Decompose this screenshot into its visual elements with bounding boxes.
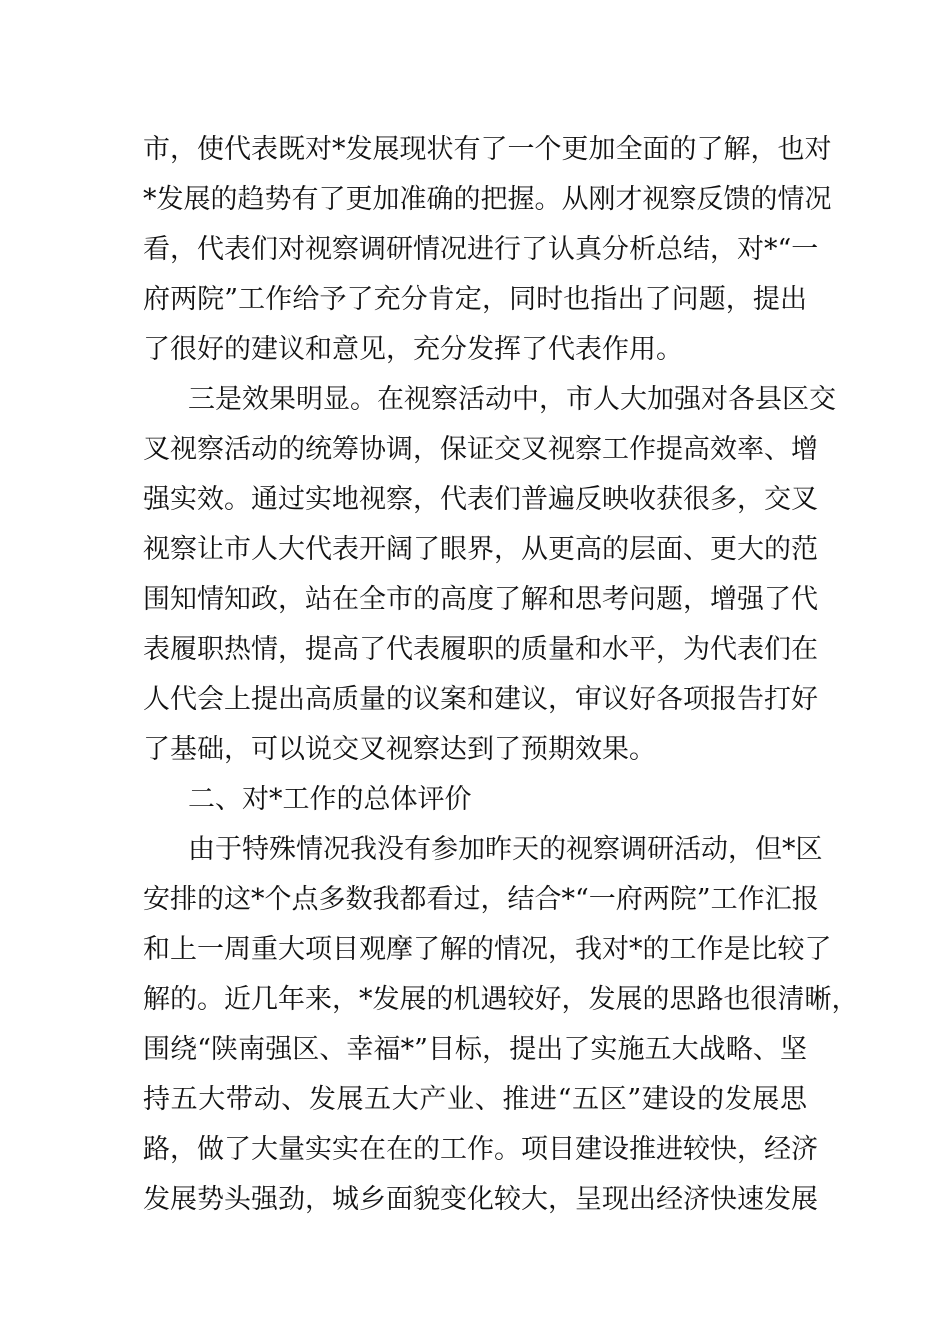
paragraph-line: 表履职热情，提高了代表履职的质量和水平，为代表们在: [143, 634, 818, 665]
paragraph-line: 和上一周重大项目观摩了解的情况，我对*的工作是比较了: [143, 934, 832, 965]
paragraph-line: 路，做了大量实实在在的工作。项目建设推进较快，经济: [143, 1134, 818, 1165]
paragraph-line: 围知情知政，站在全市的高度了解和思考问题，增强了代: [143, 584, 818, 615]
paragraph-line: 安排的这*个点多数我都看过，结合*“一府两院”工作汇报: [143, 884, 819, 915]
paragraph-line: 发展势头强劲，城乡面貌变化较大，呈现出经济快速发展: [143, 1184, 818, 1215]
paragraph-line: 由于特殊情况我没有参加昨天的视察调研活动，但*区: [188, 834, 823, 865]
paragraph-line: 了基础，可以说交叉视察达到了预期效果。: [143, 734, 656, 765]
paragraph-line: 看，代表们对视察调研情况进行了认真分析总结，对*“一: [143, 234, 819, 265]
paragraph-line: 叉视察活动的统筹协调，保证交叉视察工作提高效率、增: [143, 434, 818, 465]
paragraph-line: 解的。近几年来，*发展的机遇较好，发展的思路也很清晰，: [143, 984, 859, 1015]
paragraph-line: 视察让市人大代表开阔了眼界，从更高的层面、更大的范: [143, 534, 818, 565]
paragraph-line: *发展的趋势有了更加准确的把握。从刚才视察反馈的情况: [143, 184, 832, 215]
paragraph-line: 三是效果明显。在视察活动中，市人大加强对各县区交: [188, 384, 836, 415]
paragraph-line: 市，使代表既对*发展现状有了一个更加全面的了解，也对: [143, 134, 832, 165]
paragraph-line: 府两院”工作给予了充分肯定，同时也指出了问题，提出: [143, 284, 807, 315]
paragraph-line: 持五大带动、发展五大产业、推进“五区”建设的发展思: [143, 1084, 807, 1115]
section-heading: 二、对*工作的总体评价: [188, 784, 472, 815]
paragraph-line: 人代会上提出高质量的议案和建议，审议好各项报告打好: [143, 684, 818, 715]
paragraph-line: 强实效。通过实地视察，代表们普遍反映收获很多，交叉: [143, 484, 818, 515]
paragraph-line: 围绕“陕南强区、幸福*”目标，提出了实施五大战略、坚: [143, 1034, 807, 1065]
paragraph-line: 了很好的建议和意见，充分发挥了代表作用。: [143, 334, 683, 365]
